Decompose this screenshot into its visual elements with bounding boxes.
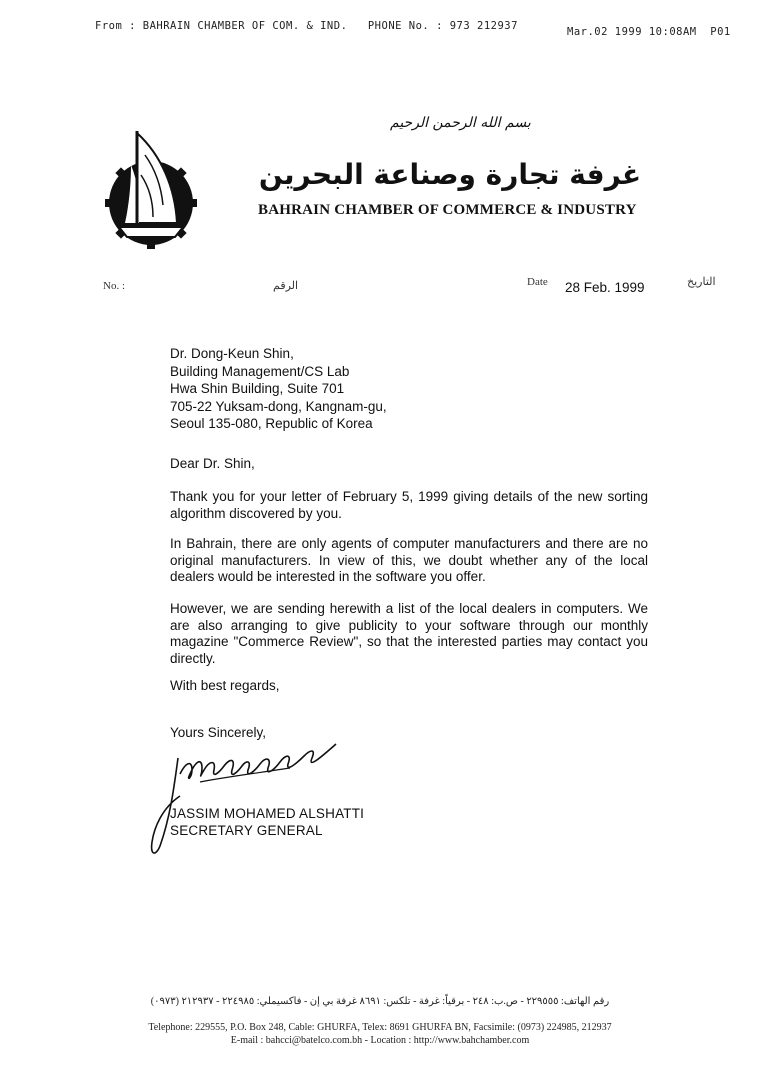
basmala: بسم الله الرحمن الرحيم — [390, 115, 531, 131]
date-value: 28 Feb. 1999 — [565, 280, 645, 295]
salutation: Dear Dr. Shin, — [170, 456, 255, 471]
reference-no-label: No. : — [103, 280, 125, 292]
body-paragraph: However, we are sending herewith a list of the local dealers in computers. We are also arranging to give publicity to your software through our monthly magazine "Commerce Review", so that the interested parties may contact you directly. — [170, 601, 648, 666]
regards-line: With best regards, — [170, 678, 280, 693]
org-name-arabic: غرفة تجارة وصناعة البحرين — [258, 158, 642, 191]
date-label: Date — [527, 276, 548, 288]
footer-arabic-contact: رقم الهاتف: ٢٢٩٥٥٥ - ص.ب: ٢٤٨ - برقياً: غرفة - تلكس: ٨٦٩١ غرفة بي إن - فاكسيملي: ٢٢٤٩٨٥ - ٢١٢٩٣٧ (٠٩٧٣) — [150, 996, 610, 1007]
footer-english-contact: Telephone: 229555, P.O. Box 248, Cable: GHURFA, Telex: 8691 GHURFA BN, Facsimile: (0973) 224985, 212937 — [148, 1022, 612, 1033]
closing-line: Yours Sincerely, — [170, 725, 267, 740]
address-line: Dr. Dong-Keun Shin, — [170, 346, 294, 361]
signer-block — [170, 806, 364, 839]
footer-web-contact: E-mail : bahcci@batelco.com.bh - Location : http://www.bahchamber.com — [230, 1035, 530, 1046]
reference-no-label-arabic: الرقم — [273, 280, 299, 292]
fax-header-from: From : BAHRAIN CHAMBER OF COM. & IND. PHONE No. : 973 212937 — [95, 20, 518, 32]
address-line: Hwa Shin Building, Suite 701 — [170, 381, 345, 396]
fax-header-timestamp: Mar.02 1999 10:08AM P01 — [567, 26, 731, 38]
signer-title: SECRETARY GENERAL — [170, 822, 323, 838]
body-paragraph: In Bahrain, there are only agents of computer manufacturers and there are no original manufacturers. In view of this, we doubt whether any of the local dealers would be interested in the software you offer. — [170, 536, 648, 584]
org-name-english: BAHRAIN CHAMBER OF COMMERCE & INDUSTRY — [258, 202, 637, 218]
handwritten-signature — [140, 738, 350, 858]
body-paragraph: Thank you for your letter of February 5, 1999 giving details of the new sorting algorithm discovered by you. — [170, 489, 648, 521]
address-line: Building Management/CS Lab — [170, 363, 350, 379]
address-line: Seoul 135-080, Republic of Korea — [170, 416, 373, 431]
signer-name: JASSIM MOHAMED ALSHATTI — [170, 806, 365, 821]
date-label-arabic: التاريخ — [687, 276, 716, 288]
chamber-logo — [103, 125, 203, 255]
address-line: 705-22 Yuksam-dong, Kangnam-gu, — [170, 398, 387, 414]
recipient-address — [170, 345, 387, 433]
